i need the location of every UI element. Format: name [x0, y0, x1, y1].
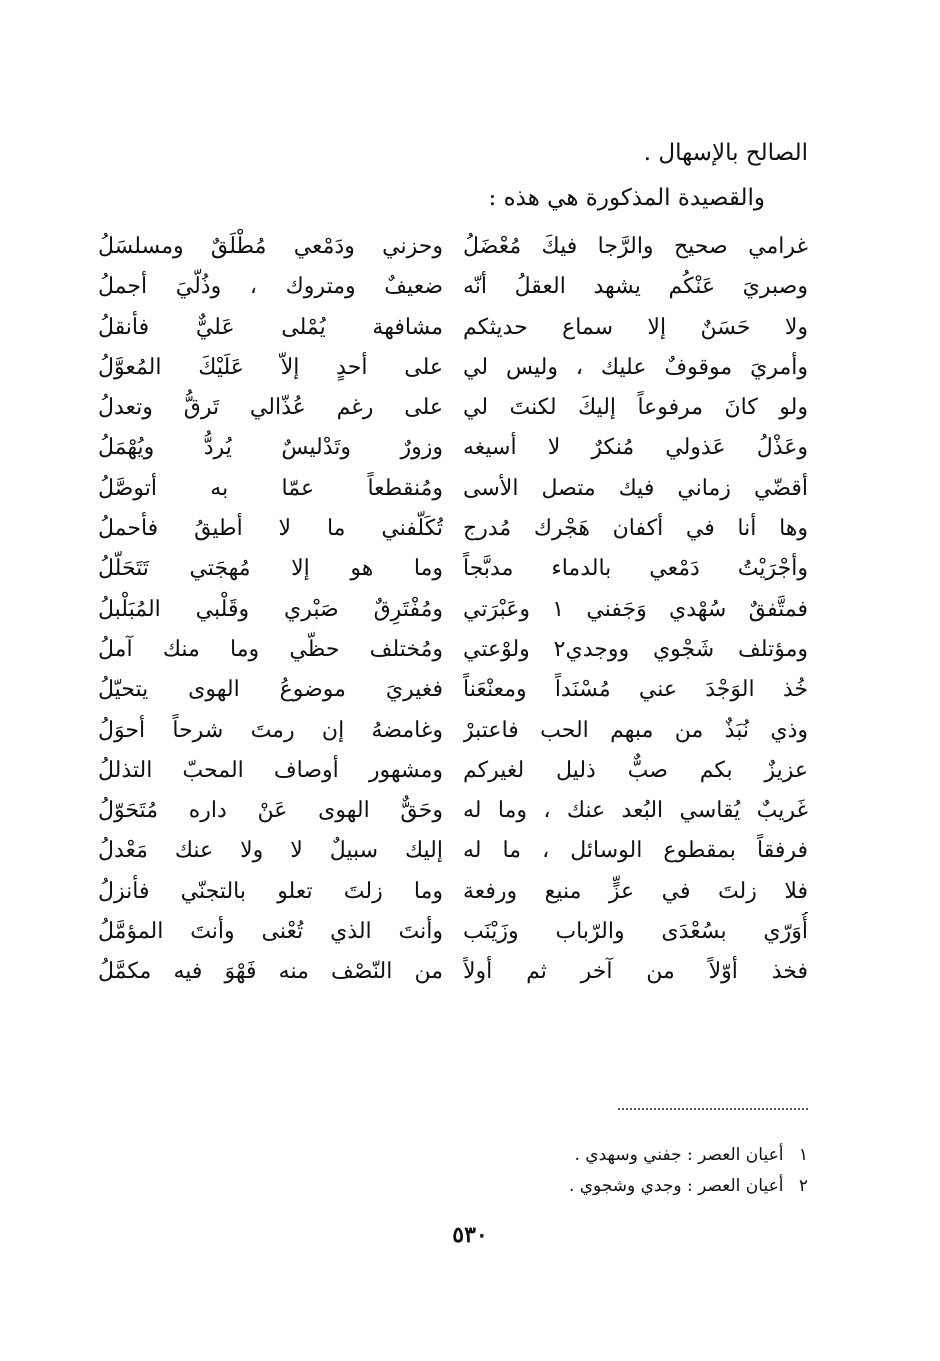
verse-second-hemistich: من النّصْف منه فَهْوَ فيه مكمَّلُ [98, 959, 443, 985]
footnote-number: ١ [798, 1145, 808, 1165]
verse-second-hemistich: فغيريَ موضوعُ الهوى يتحيّلُ [98, 677, 443, 703]
verse-first-hemistich: وأجْرَيْتُ دَمْعي بالدماء مدبَّجاً [463, 556, 808, 582]
footnotes [569, 1140, 808, 1202]
footnote-item [569, 1171, 808, 1202]
verse-second-hemistich: ومشهور أوصاف المحبّ التذللُ [98, 757, 443, 783]
verse-second-hemistich: على أحدٍ إلاّ عَلَيْكَ المُعوَّلُ [98, 354, 443, 380]
verse-first-hemistich: فرفقاً بمقطوع الوسائل ، ما له [463, 838, 808, 864]
verse-first-hemistich: وعَذْلُ عَذولي مُنكرٌ لا أسيغه [463, 435, 808, 461]
verse-first-hemistich: فمتَّفقٌ سُهْدي وَجَفني ١ وعَبْرَتي [463, 596, 808, 622]
verse-second-hemistich: ضعيفٌ ومتروك ، وذُلّيَ أجملُ [98, 274, 443, 300]
footnote-number: ٢ [798, 1176, 808, 1196]
verse-first-hemistich: وذي نُبَذٌ من مبهم الحب فاعتبرْ [463, 717, 808, 743]
verse-second-hemistich: إليك سبيلٌ لا ولا عنك مَعْدلُ [98, 838, 443, 864]
footnote-text: أعيان العصر : وجدي وشجوي . [568, 1176, 784, 1196]
verse-second-hemistich: وأنتَ الذي تُعْنى وأنتَ المؤمَّلُ [98, 919, 443, 945]
verse-first-hemistich: غرامي صحيح والرَّجا فيكَ مُعْضَلُ [463, 234, 808, 259]
verse-first-hemistich: ولو كانَ مرفوعاً إليكَ لكنتَ لي [463, 395, 808, 421]
verse-second-hemistich: وغامضهُ إن رمتَ شرحاً أحوَلُ [98, 717, 443, 743]
footnote-divider [618, 1108, 808, 1110]
verse-second-hemistich: وما زلتَ تعلو بالتجنّي فأنزلُ [98, 878, 443, 904]
verse-first-hemistich: أقضّي زماني فيك متصل الأسى [463, 475, 808, 501]
verse-second-hemistich: ومُفْتَرِقٌ صَبْري وقَلْبي المُبَلْبلُ [98, 596, 443, 622]
verse-second-hemistich: وحزني ودَمْعي مُطْلَقٌ ومسلسَلُ [98, 234, 443, 259]
verse-first-hemistich: ولا حَسَنٌ إلا سماع حديثكم [463, 314, 808, 340]
verse-first-hemistich: وأمريَ موقوفٌ عليك ، وليس لي [463, 354, 808, 380]
verse-second-hemistich: وزورٌ وتَدْليسٌ يُردُّ ويُهْمَلُ [98, 435, 443, 461]
verse-first-hemistich: ومؤتلف شَجْوي ووجدي٢ ولوْعتي [463, 636, 808, 662]
page-number: ٥٣٠ [452, 1222, 488, 1248]
verse-second-hemistich: ومُختلف حظّي وما منك آملُ [98, 636, 443, 662]
verse-second-hemistich: تُكَلّفني ما لا أطيقُ فأحملُ [98, 516, 443, 542]
verse-second-hemistich: وما هو إلا مُهجَتي تَتَحَلّلُ [98, 556, 443, 582]
verse-first-hemistich: وصبريَ عَنْكُم يشهد العقلُ أنّه [463, 274, 808, 300]
verse-second-hemistich: وحَقٌّ الهوى عَنْ داره مُتَحَوّلُ [98, 798, 443, 824]
verse-first-hemistich: عزيزٌ بكم صبٌّ ذليل لغيركم [463, 757, 808, 783]
verse-first-hemistich: فلا زلتَ في عزٍّ منيع ورفعة [463, 878, 808, 904]
verse-first-hemistich: وها أنا في أكفان هَجْرك مُدرج [463, 516, 808, 542]
verse-first-hemistich: أُوَرّي بسُعْدَى والرّباب وزَيْنَب [463, 919, 808, 945]
footnote-text: أعيان العصر : جفني وسهدي . [574, 1145, 784, 1165]
verse-second-hemistich: على رغم عُذّالي تَرقُّ وتعدلُ [98, 395, 443, 421]
verse-first-hemistich: غَريبٌ يُقاسي البُعد عنك ، وما له [463, 798, 808, 824]
intro-line-1: الصالح بالإسهال . [643, 140, 808, 166]
verse-second-hemistich: ومُنقطعاً عمّا به أتوصَّلُ [98, 475, 443, 501]
verse-first-hemistich: فخذ أوّلاً من آخر ثم أولاً [463, 959, 808, 985]
poem-left-column [98, 227, 443, 993]
poem-right-column [463, 227, 808, 993]
verse-first-hemistich: خُذ الوَجْدَ عني مُسْنَداً ومعنْعَناً [463, 677, 808, 703]
footnote-item [569, 1140, 808, 1171]
verse-second-hemistich: مشافهة يُمْلى عَليٌّ فأنقلُ [98, 314, 443, 340]
intro-line-2: والقصيدة المذكورة هي هذه : [488, 185, 765, 211]
